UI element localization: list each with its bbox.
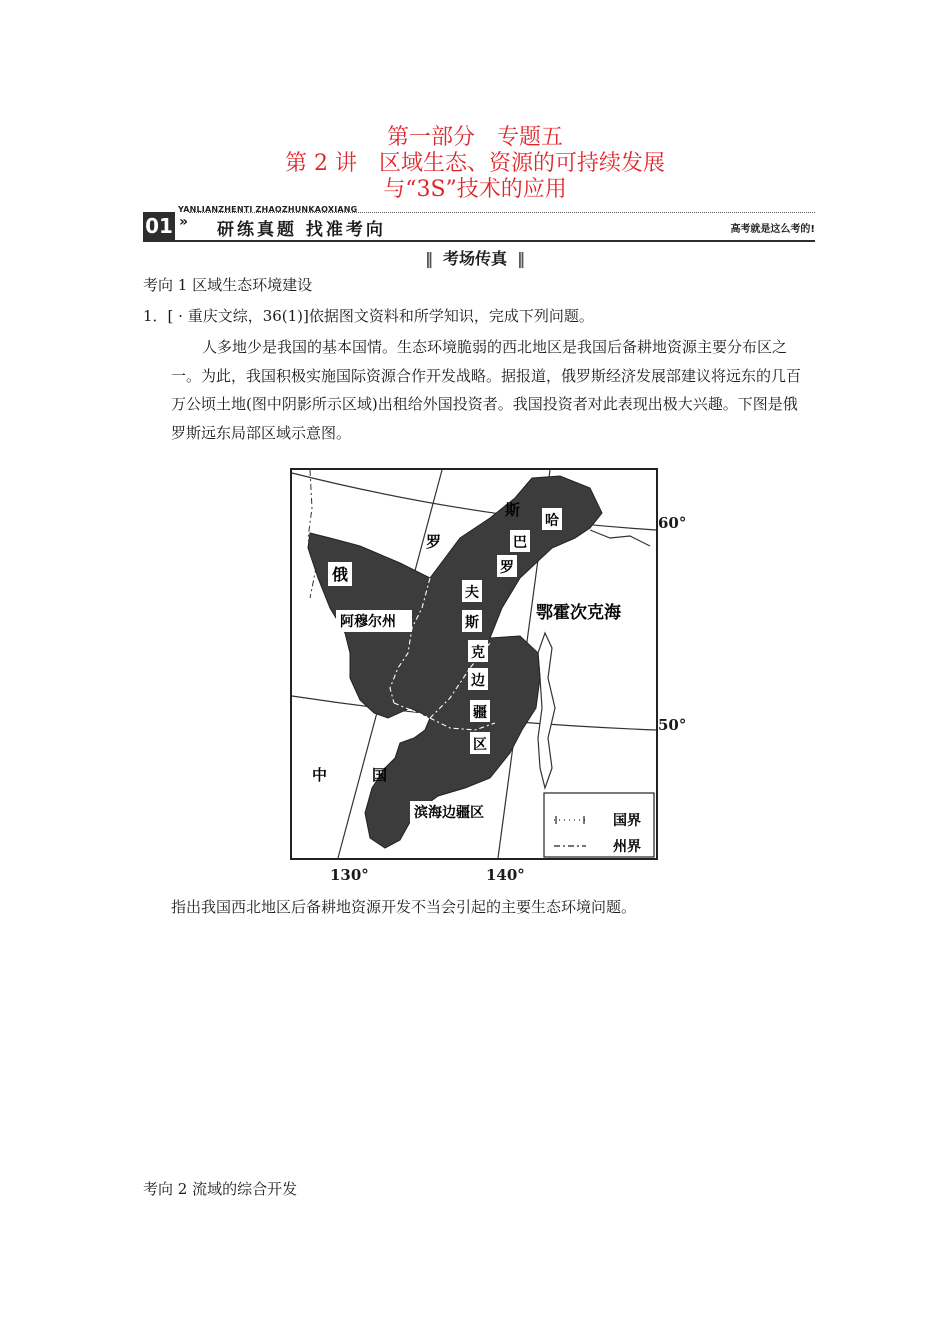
russia-si-label: 斯: [505, 501, 521, 519]
khabarovsk-char: 巴: [513, 535, 527, 551]
lat-50-label: 50°: [658, 716, 687, 734]
china-label-1: 中: [312, 766, 328, 784]
russia-luo-label: 罗: [426, 533, 442, 551]
russia-char: 俄: [332, 565, 349, 584]
bar-right-icon: ‖: [517, 249, 525, 268]
russia-far-east-map: [290, 468, 687, 884]
khabarovsk-char: 哈: [545, 513, 559, 529]
direction-2: 考向 2 流域的综合开发: [143, 1180, 298, 1198]
china-label-2: 国: [372, 766, 388, 784]
banner-note: 高考就是这么考的!: [730, 224, 815, 235]
legend-province-label: 州界: [613, 839, 641, 855]
question-1-prompt: 指出我国西北地区后备耕地资源开发不当会引起的主要生态环境问题。: [171, 898, 637, 916]
bar-left-icon: ‖: [424, 249, 433, 268]
section-heading: [0, 246, 950, 269]
russia-label-box: [328, 562, 352, 586]
khabarovsk-char: 边: [471, 673, 485, 689]
banner-underline: [143, 240, 815, 242]
lon-130-label: 130°: [330, 866, 369, 884]
lon-140-label: 140°: [486, 866, 525, 884]
lecture-title: 第 2 讲 区域生态、资源的可持续发展: [285, 151, 665, 176]
khabarovsk-char: 斯: [465, 615, 479, 631]
khabarovsk-char: 夫: [465, 585, 479, 601]
map-svg: [290, 468, 658, 860]
khabarovsk-char: 区: [473, 737, 487, 753]
amur-label: 阿穆尔州: [340, 614, 396, 630]
question-1-paragraph: 人多地少是我国的基本国情。生态环境脆弱的西北地区是我国后备耕地资源主要分布区之一。为此，我国积极实施国际资源合作开发战略。据报道，俄罗斯经济发展部建议将远东的几百万公顷土地(图中阴影所示区域)出租给外国投资者。我国投资者对此表现出极大兴趣。下图是俄罗斯远东局部区域示意图。: [171, 338, 802, 442]
lat-60-label: 60°: [658, 514, 687, 532]
khabarovsk-char: 罗: [500, 560, 514, 576]
sea-label: 鄂霍次克海: [536, 603, 621, 623]
amur-label-box: [336, 610, 412, 632]
question-1-stem: 1．[ · 重庆文综，36(1)]依据图文资料和所学知识，完成下列问题。: [143, 307, 594, 325]
banner-number: 01: [143, 212, 175, 240]
part-title: 第一部分 专题五: [386, 125, 563, 150]
banner-dotted-rule: [189, 212, 815, 213]
banner-title: 研练真题 找准考向: [217, 220, 386, 240]
primorsky-label-box: [410, 801, 500, 823]
lecture-subtitle: 与“3S”技术的应用: [383, 177, 567, 202]
khabarovsk-char: 克: [471, 645, 485, 661]
banner-pinyin: YANLIANZHENTI ZHAOZHUNKAOXIANG: [178, 205, 358, 214]
section-banner: [143, 212, 815, 240]
legend-border-label: 国界: [613, 813, 641, 829]
khabarovsk-char: 疆: [473, 705, 487, 721]
direction-1: 考向 1 区域生态环境建设: [143, 276, 313, 294]
section-title: 考场传真: [442, 249, 507, 268]
primorsky-label: 滨海边疆区: [414, 805, 484, 821]
chevron-icon: »: [179, 214, 189, 230]
